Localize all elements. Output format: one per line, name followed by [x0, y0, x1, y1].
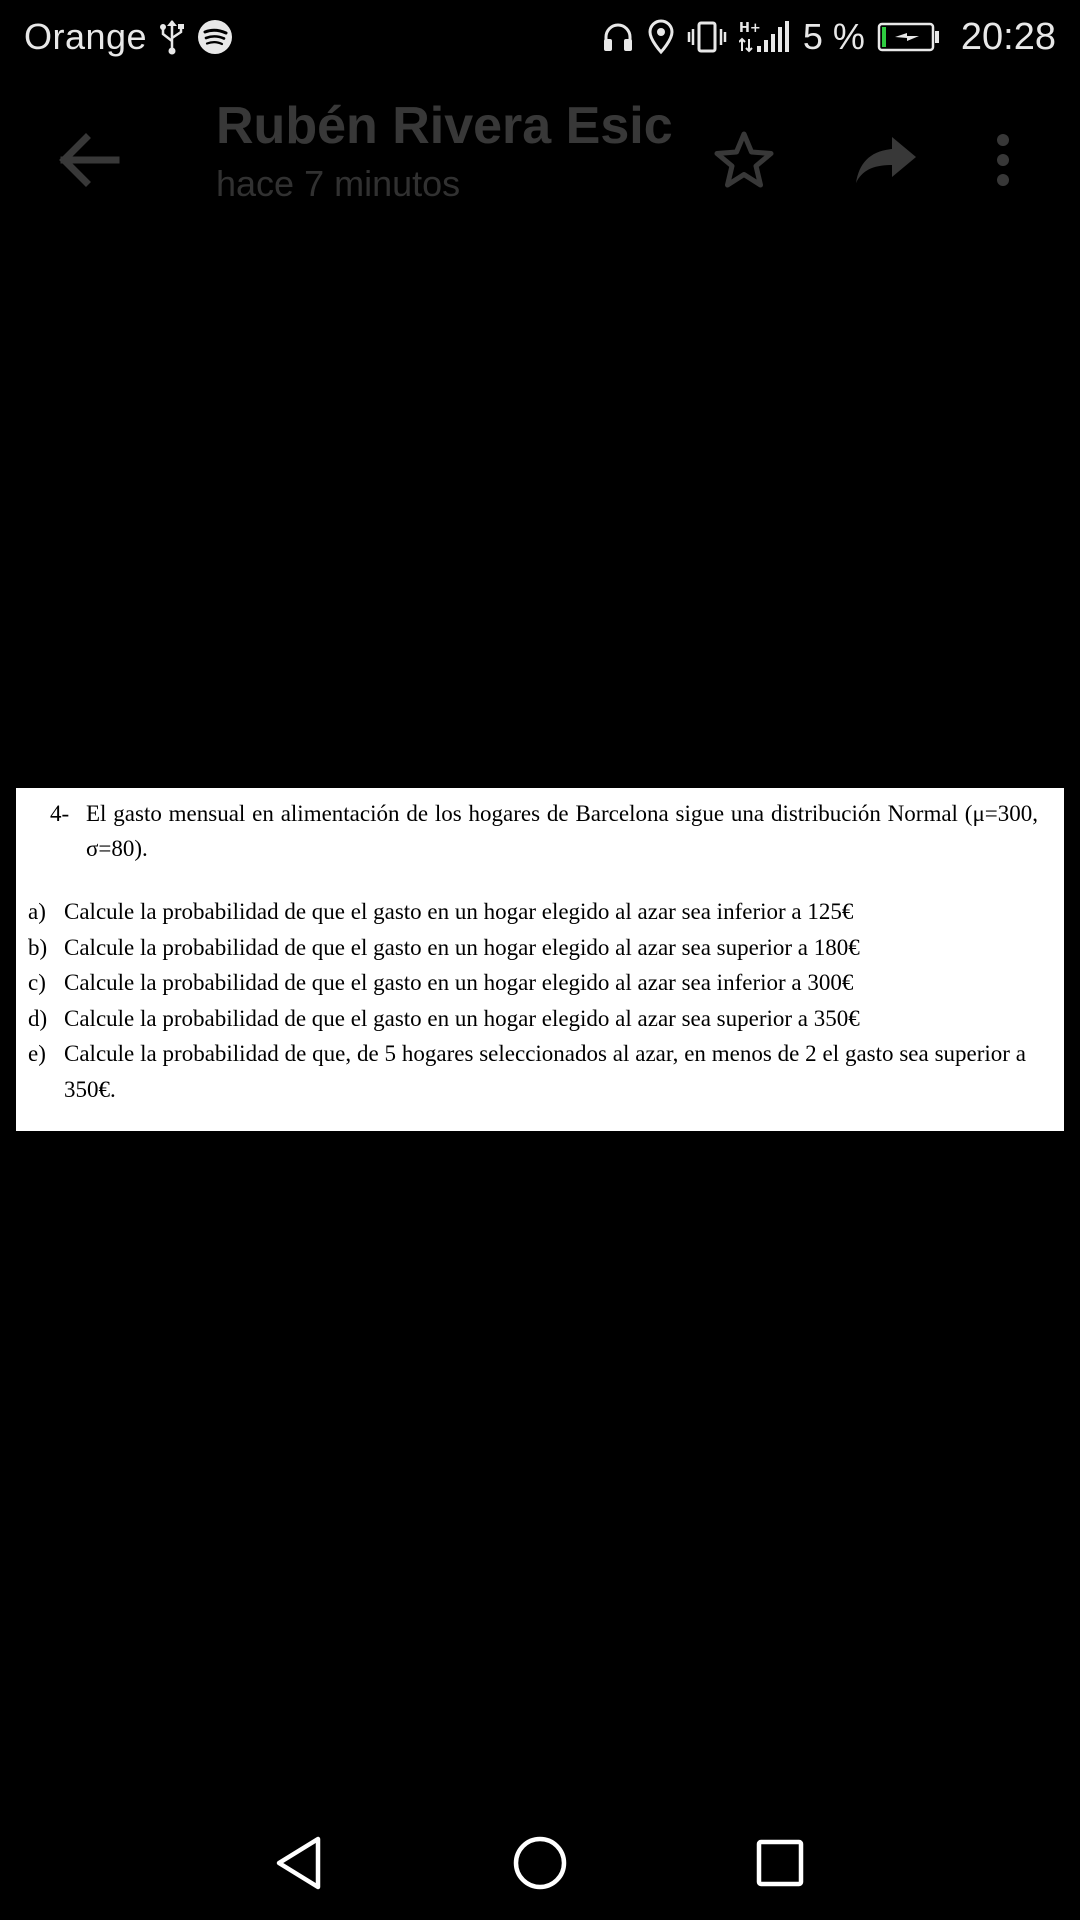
part-d: [28, 1001, 1040, 1037]
sent-time: hace 7 minutos: [216, 163, 461, 205]
navigation-bar: [0, 1810, 1080, 1920]
spotify-icon: [197, 19, 233, 55]
part-c: [28, 965, 1040, 1001]
problem-statement: [50, 796, 1040, 866]
back-button[interactable]: [52, 126, 124, 198]
part-text: Calcule la probabilidad de que el gasto en un hogar elegido al azar sea superior a 350€: [64, 1005, 860, 1031]
forward-button[interactable]: [848, 124, 924, 200]
part-text: Calcule la probabilidad de que el gasto en un hogar elegido al azar sea superior a 180€: [64, 934, 860, 960]
part-label: c): [28, 970, 46, 995]
status-bar: [0, 0, 1080, 74]
battery-charging-icon: [877, 21, 941, 53]
nav-recents-icon: [755, 1838, 805, 1893]
problem-text: El gasto mensual en alimentación de los hogares de Barcelona sigue una distribución Normal (μ=300, σ=80).: [86, 801, 1038, 861]
status-right: [601, 16, 1056, 59]
part-text: Calcule la probabilidad de que el gasto en un hogar elegido al azar sea inferior a 125€: [64, 899, 854, 924]
attachment-image[interactable]: [16, 788, 1064, 1131]
clock: 20:28: [960, 15, 1056, 58]
nav-back-button[interactable]: [264, 1830, 334, 1900]
headphones-icon: [601, 20, 635, 54]
more-vert-icon: [995, 132, 1011, 193]
sender-block: [216, 98, 673, 205]
star-icon: [714, 131, 774, 194]
problem-number: 4-: [50, 801, 70, 826]
carrier-name: Orange: [24, 16, 148, 57]
part-text: Calcule la probabilidad de que, de 5 hogares seleccionados al azar, en menos de 2 el gasto sea superior a 350€.: [64, 1041, 1026, 1102]
part-e: [28, 1036, 1040, 1107]
usb-icon: [159, 19, 185, 55]
nav-home-icon: [512, 1835, 568, 1896]
part-text: Calcule la probabilidad de que el gasto en un hogar elegido al azar sea inferior a 300€: [64, 970, 854, 995]
location-icon: [647, 19, 675, 55]
status-left: [24, 16, 233, 58]
problem-parts: [28, 894, 1040, 1107]
app-bar: [0, 74, 1080, 244]
part-label: e): [28, 1041, 46, 1066]
forward-icon: [854, 135, 918, 190]
more-options-button[interactable]: [975, 124, 1031, 200]
sender-name: Rubén Rivera Esic: [216, 97, 673, 155]
part-a: [28, 894, 1040, 930]
part-b: [28, 930, 1040, 966]
signal-icon: [739, 19, 791, 55]
part-label: a): [28, 899, 46, 924]
part-label: b): [28, 934, 48, 960]
nav-home-button[interactable]: [505, 1830, 575, 1900]
back-arrow-icon: [56, 132, 120, 193]
star-button[interactable]: [706, 124, 782, 200]
svg-text:H+: H+: [738, 21, 761, 36]
nav-back-icon: [274, 1835, 324, 1896]
nav-recents-button[interactable]: [745, 1830, 815, 1900]
vibrate-icon: [687, 19, 727, 55]
part-label: d): [28, 1005, 48, 1031]
battery-percent: 5 %: [802, 16, 865, 57]
